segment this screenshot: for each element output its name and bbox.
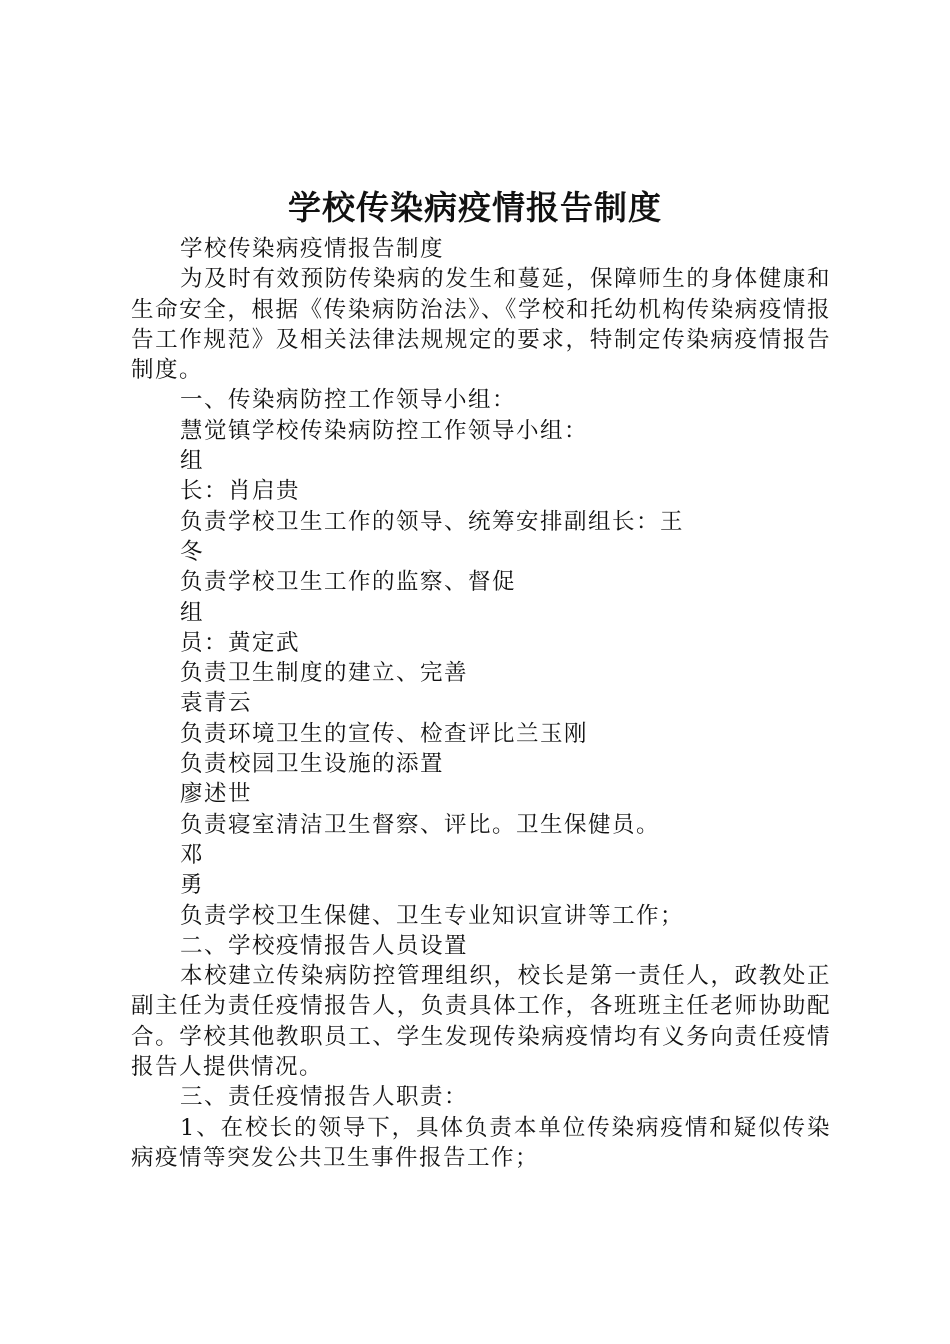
paragraph: 学校传染病疫情报告制度 [180,236,445,262]
paragraph: 负责学校卫生工作的监察、督促 [180,569,517,596]
paragraph: 勇 [180,872,205,899]
document-title: 学校传染病疫情报告制度 [288,188,662,227]
paragraph: 一、传染病防控工作领导小组： [180,387,517,414]
paragraph: 二、学校疫情报告人员设置 [180,932,469,959]
paragraph: 负责校园卫生设施的添置 [180,751,445,778]
paragraph: 负责学校卫生工作的领导、统筹安排副组长：王 [180,508,685,535]
paragraph: 三、责任疫情报告人职责： [180,1084,469,1111]
paragraph: 组 [180,448,205,475]
paragraph: 负责卫生制度的建立、完善 [180,660,469,687]
paragraph: 员：黄定武 [180,629,301,656]
paragraph: 组 [180,599,205,626]
paragraph: 本校建立传染病防控管理组织，校长是第一责任人，政教处正副主任为责任疫情报告人，负责具体工作，各班班主任老师协助配合。学校其他教职员工、学生发现传染病疫情均有义务向责任疫情报告人提供情况。 [131,963,831,1081]
paragraph: 廖述世 [180,781,253,808]
paragraph: 负责环境卫生的宣传、检查评比兰玉刚 [180,720,589,747]
paragraph: 为及时有效预防传染病的发生和蔓延，保障师生的身体健康和生命安全，根据《传染病防治法》、《学校和托幼机构传染病疫情报告工作规范》及相关法律法规规定的要求，特制定传染病疫情报告制度。 [131,266,831,384]
paragraph: 负责寝室清洁卫生督察、评比。卫生保健员。 [180,811,661,838]
paragraph: 袁青云 [180,690,253,717]
paragraph: 冬 [180,538,205,565]
paragraph: 负责学校卫生保健、卫生专业知识宣讲等工作； [180,902,685,929]
paragraph: 长：肖启贵 [180,478,301,505]
paragraph: 邓 [180,841,205,868]
paragraph: 1、在校长的领导下，具体负责本单位传染病疫情和疑似传染病疫情等突发公共卫生事件报告工作； [131,1114,831,1171]
paragraph: 慧觉镇学校传染病防控工作领导小组： [180,417,589,444]
document-body [131,234,831,1173]
